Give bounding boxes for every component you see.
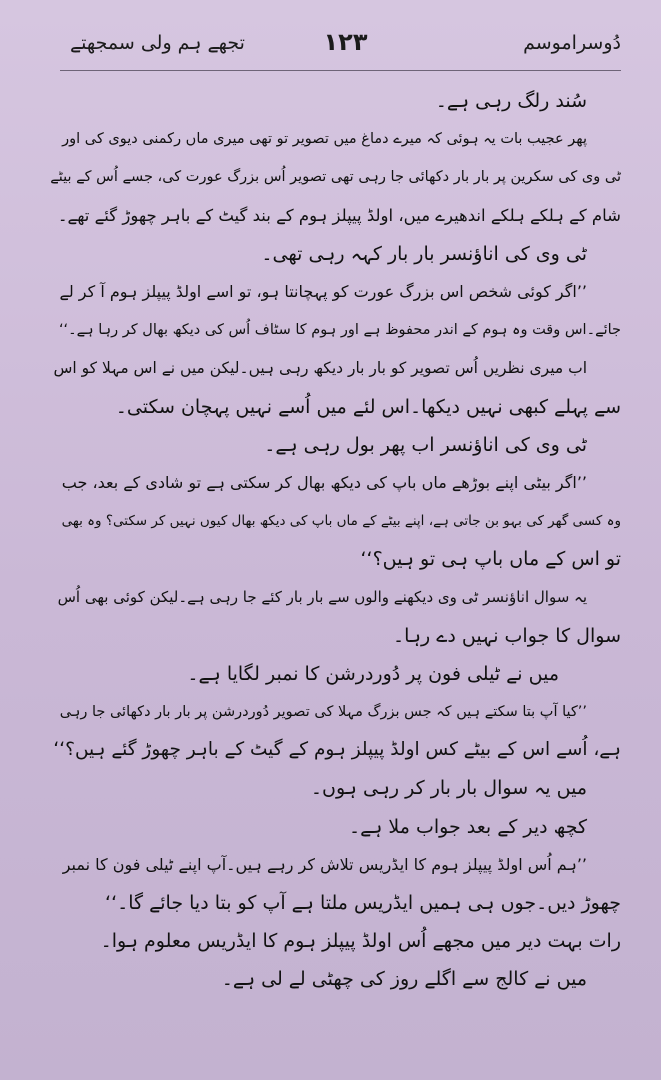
text-line: رات بہت دیر میں مجھے اُس اولڈ پیپلز ہوم کا ایڈریس معلوم ہوا۔: [100, 930, 621, 953]
text-line: سُند رلگ رہی ہے۔: [435, 90, 587, 112]
text-line: شام کے ہلکے ہلکے اندھیرے میں، اولڈ پیپلز ہوم کے بند گیٹ کے باہر چھوڑ گئے تھے۔: [57, 205, 621, 225]
text-line: میں نے ٹیلی فون پر دُوردرشن کا نمبر لگایا ہے۔: [187, 662, 559, 685]
chapter-title: دُوسراموسم: [523, 32, 621, 54]
text-line: میں یہ سوال بار بار کر رہی ہوں۔: [310, 777, 587, 800]
text-line: ٹی وی کی اناؤنسر اب پھر بول رہی ہے۔: [264, 433, 587, 456]
text-line: پھر عجیب بات یہ ہوئی کہ میرے دماغ میں تصویر تو تھی میری ماں رکمنی دیوی کی اور: [62, 131, 587, 148]
text-line: یہ سوال اناؤنسر ٹی وی دیکھنے والوں سے بار بار کئے جا رہی ہے۔لیکن کوئی بھی اُس: [57, 588, 587, 607]
text-line: وہ کسی گھر کی بہو بن جاتی ہے، اپنے بیٹے کے ماں باپ کی دیکھ بھال کیوں نہیں کر سکتی؟ وہ بھی: [61, 513, 621, 530]
text-line: تو اس کے ماں باپ ہی تو ہیں؟‘‘: [360, 548, 621, 571]
page-number: ۱۲۳: [323, 28, 368, 56]
text-line: چھوڑ دیں۔جوں ہی ہمیں ایڈریس ملتا ہے آپ کو بتا دیا جائے گا۔‘‘: [105, 891, 621, 914]
text-line: کچھ دیر کے بعد جواب ملا ہے۔: [348, 815, 587, 838]
text-line: ’’اگر بیٹی اپنے بوڑھے ماں باپ کی دیکھ بھال کر سکتی ہے تو شادی کے بعد، جب: [61, 472, 587, 492]
book-title: تجھے ہم ولی سمجھتے: [70, 32, 245, 54]
page-body: [50, 82, 621, 999]
text-line: ’’اگر کوئی شخص اس بزرگ عورت کو پہچانتا ہو، تو اسے اولڈ پیپلز ہوم آ کر لے: [59, 281, 587, 301]
text-line: سے پہلے کبھی نہیں دیکھا۔اس لئے میں اُسے نہیں پہچان سکتی۔: [115, 395, 621, 418]
text-line: اب میری نظریں اُس تصویر کو بار بار دیکھ رہی ہیں۔لیکن میں نے اس مہلا کو اس: [53, 359, 587, 378]
text-line: سوال کا جواب نہیں دے رہا۔: [392, 624, 621, 647]
text-line: ٹی وی کی اناؤنسر بار بار کہہ رہی تھی۔: [261, 242, 587, 265]
text-line: میں نے کالج سے اگلے روز کی چھٹی لے لی ہے۔: [221, 968, 587, 991]
text-line: جائے۔اس وقت وہ ہوم کے اندر محفوظ ہے اور ہوم کا سٹاف اُس کی دیکھ بھال کر رہا ہے۔‘‘: [58, 322, 621, 339]
text-line: ’’کیا آپ بتا سکتے ہیں کہ جس بزرگ مہلا کی تصویر دُوردرشن پر بار بار دکھائی جا رہی: [59, 704, 587, 720]
text-line: ہے، اُسے اس کے بیٹے کس اولڈ پیپلز ہوم کے گیٹ کے باہر چھوڑ گئے ہیں؟‘‘: [53, 739, 621, 761]
text-line: ’’ہم اُس اولڈ پیپلز ہوم کا ایڈریس تلاش کر رہے ہیں۔آپ اپنے ٹیلی فون کا نمبر: [62, 854, 587, 874]
text-line: ٹی وی کی سکرین پر بار بار دکھائی جا رہی تھی تصویر اُس بزرگ عورت کی، جسے اُس کے بیٹے: [50, 169, 621, 186]
header-divider: [60, 70, 621, 71]
page-header: [70, 28, 621, 62]
